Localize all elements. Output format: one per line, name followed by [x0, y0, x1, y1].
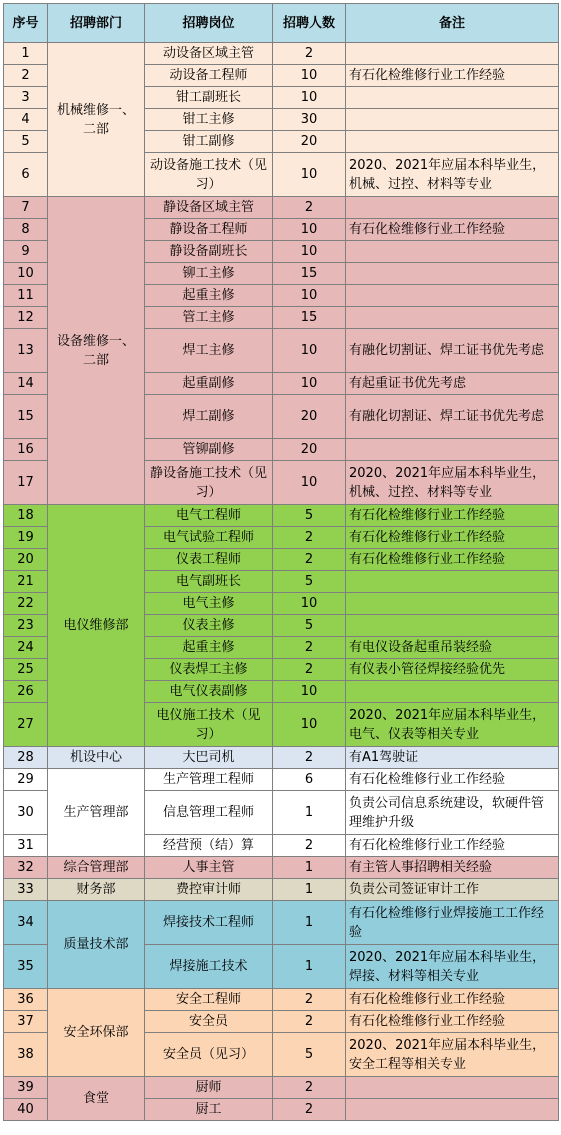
position-cell: 仪表焊工主修	[145, 659, 273, 681]
serial-cell: 16	[4, 439, 48, 461]
position-cell: 人事主管	[145, 857, 273, 879]
position-cell: 生产管理工程师	[145, 769, 273, 791]
position-cell: 安全员（见习）	[145, 1033, 273, 1077]
serial-cell: 4	[4, 109, 48, 131]
department-cell: 生产管理部	[48, 769, 145, 857]
remarks-cell	[346, 109, 559, 131]
serial-cell: 18	[4, 505, 48, 527]
remarks-cell	[346, 681, 559, 703]
headcount-cell: 2	[273, 747, 346, 769]
department-cell: 设备维修一、二部	[48, 197, 145, 505]
serial-cell: 24	[4, 637, 48, 659]
serial-cell: 6	[4, 153, 48, 197]
position-cell: 动设备施工技术（见习）	[145, 153, 273, 197]
table-row	[4, 879, 559, 901]
headcount-cell: 5	[273, 1033, 346, 1077]
remarks-cell: 负责公司信息系统建设，软硬件管理维护升级	[346, 791, 559, 835]
remarks-cell: 有A1驾驶证	[346, 747, 559, 769]
serial-cell: 31	[4, 835, 48, 857]
serial-cell: 8	[4, 219, 48, 241]
headcount-cell: 2	[273, 637, 346, 659]
remarks-cell: 有石化检维修行业工作经验	[346, 989, 559, 1011]
headcount-cell: 2	[273, 989, 346, 1011]
serial-cell: 27	[4, 703, 48, 747]
position-cell: 焊工副修	[145, 395, 273, 439]
header-department: 招聘部门	[48, 4, 145, 43]
position-cell: 静设备区域主管	[145, 197, 273, 219]
position-cell: 钳工副班长	[145, 87, 273, 109]
remarks-cell	[346, 197, 559, 219]
position-cell: 电气副班长	[145, 571, 273, 593]
remarks-cell	[346, 615, 559, 637]
serial-cell: 5	[4, 131, 48, 153]
remarks-cell: 有主管人事招聘相关经验	[346, 857, 559, 879]
remarks-cell: 2020、2021年应届本科毕业生，机械、过控、材料等专业	[346, 153, 559, 197]
position-cell: 大巴司机	[145, 747, 273, 769]
remarks-cell: 有石化检维修行业工作经验	[346, 505, 559, 527]
header-serial: 序号	[4, 4, 48, 43]
headcount-cell: 15	[273, 307, 346, 329]
headcount-cell: 10	[273, 373, 346, 395]
serial-cell: 1	[4, 43, 48, 65]
department-cell: 食堂	[48, 1077, 145, 1121]
remarks-cell	[346, 593, 559, 615]
headcount-cell: 1	[273, 791, 346, 835]
serial-cell: 36	[4, 989, 48, 1011]
serial-cell: 9	[4, 241, 48, 263]
remarks-cell	[346, 571, 559, 593]
table-row	[4, 901, 559, 945]
serial-cell: 37	[4, 1011, 48, 1033]
headcount-cell: 30	[273, 109, 346, 131]
remarks-cell	[346, 131, 559, 153]
headcount-cell: 20	[273, 131, 346, 153]
serial-cell: 22	[4, 593, 48, 615]
headcount-cell: 2	[273, 1077, 346, 1099]
serial-cell: 23	[4, 615, 48, 637]
table-row	[4, 989, 559, 1011]
position-cell: 管铆副修	[145, 439, 273, 461]
position-cell: 费控审计师	[145, 879, 273, 901]
serial-cell: 26	[4, 681, 48, 703]
position-cell: 静设备副班长	[145, 241, 273, 263]
serial-cell: 38	[4, 1033, 48, 1077]
position-cell: 仪表工程师	[145, 549, 273, 571]
header-position: 招聘岗位	[145, 4, 273, 43]
department-cell: 电仪维修部	[48, 505, 145, 747]
position-cell: 起重主修	[145, 285, 273, 307]
remarks-cell	[346, 285, 559, 307]
position-cell: 焊接施工技术	[145, 945, 273, 989]
remarks-cell	[346, 1099, 559, 1121]
serial-cell: 15	[4, 395, 48, 439]
remarks-cell	[346, 439, 559, 461]
headcount-cell: 10	[273, 703, 346, 747]
headcount-cell: 10	[273, 593, 346, 615]
serial-cell: 7	[4, 197, 48, 219]
serial-cell: 17	[4, 461, 48, 505]
department-cell: 财务部	[48, 879, 145, 901]
position-cell: 起重副修	[145, 373, 273, 395]
serial-cell: 33	[4, 879, 48, 901]
remarks-cell: 2020、2021年应届本科毕业生，焊接、材料等相关专业	[346, 945, 559, 989]
position-cell: 电气工程师	[145, 505, 273, 527]
table-row	[4, 505, 559, 527]
headcount-cell: 2	[273, 659, 346, 681]
position-cell: 电气主修	[145, 593, 273, 615]
remarks-cell	[346, 307, 559, 329]
remarks-cell: 负责公司签证审计工作	[346, 879, 559, 901]
serial-cell: 11	[4, 285, 48, 307]
position-cell: 安全工程师	[145, 989, 273, 1011]
table-body	[4, 43, 559, 1121]
headcount-cell: 2	[273, 835, 346, 857]
headcount-cell: 10	[273, 219, 346, 241]
headcount-cell: 6	[273, 769, 346, 791]
remarks-cell: 有石化检维修行业工作经验	[346, 1011, 559, 1033]
headcount-cell: 20	[273, 395, 346, 439]
headcount-cell: 5	[273, 615, 346, 637]
remarks-cell: 有石化检维修行业工作经验	[346, 527, 559, 549]
headcount-cell: 2	[273, 1011, 346, 1033]
table-row	[4, 1077, 559, 1099]
headcount-cell: 1	[273, 945, 346, 989]
position-cell: 焊接技术工程师	[145, 901, 273, 945]
remarks-cell: 有石化检维修行业工作经验	[346, 549, 559, 571]
position-cell: 厨师	[145, 1077, 273, 1099]
position-cell: 信息管理工程师	[145, 791, 273, 835]
position-cell: 钳工主修	[145, 109, 273, 131]
remarks-cell: 有石化检维修行业工作经验	[346, 835, 559, 857]
headcount-cell: 2	[273, 197, 346, 219]
serial-cell: 28	[4, 747, 48, 769]
serial-cell: 14	[4, 373, 48, 395]
serial-cell: 29	[4, 769, 48, 791]
position-cell: 经营预（结）算	[145, 835, 273, 857]
position-cell: 静设备工程师	[145, 219, 273, 241]
position-cell: 安全员	[145, 1011, 273, 1033]
headcount-cell: 2	[273, 43, 346, 65]
remarks-cell: 有石化检维修行业工作经验	[346, 65, 559, 87]
remarks-cell: 有融化切割证、焊工证书优先考虑	[346, 395, 559, 439]
remarks-cell	[346, 263, 559, 285]
table-row	[4, 43, 559, 65]
position-cell: 管工主修	[145, 307, 273, 329]
serial-cell: 32	[4, 857, 48, 879]
remarks-cell: 有仪表小管径焊接经验优先	[346, 659, 559, 681]
serial-cell: 21	[4, 571, 48, 593]
remarks-cell	[346, 241, 559, 263]
table-row	[4, 769, 559, 791]
position-cell: 钳工副修	[145, 131, 273, 153]
remarks-cell: 有石化检维修行业工作经验	[346, 769, 559, 791]
position-cell: 电气仪表副修	[145, 681, 273, 703]
position-cell: 电仪施工技术（见习）	[145, 703, 273, 747]
serial-cell: 30	[4, 791, 48, 835]
remarks-cell	[346, 43, 559, 65]
header-headcount: 招聘人数	[273, 4, 346, 43]
remarks-cell: 有起重证书优先考虑	[346, 373, 559, 395]
headcount-cell: 5	[273, 571, 346, 593]
position-cell: 电气试验工程师	[145, 527, 273, 549]
headcount-cell: 15	[273, 263, 346, 285]
serial-cell: 2	[4, 65, 48, 87]
remarks-cell: 有电仪设备起重吊装经验	[346, 637, 559, 659]
table-row	[4, 747, 559, 769]
headcount-cell: 10	[273, 153, 346, 197]
serial-cell: 13	[4, 329, 48, 373]
position-cell: 焊工主修	[145, 329, 273, 373]
headcount-cell: 1	[273, 879, 346, 901]
headcount-cell: 2	[273, 527, 346, 549]
headcount-cell: 10	[273, 87, 346, 109]
remarks-cell: 有融化切割证、焊工证书优先考虑	[346, 329, 559, 373]
headcount-cell: 10	[273, 681, 346, 703]
headcount-cell: 2	[273, 1099, 346, 1121]
serial-cell: 39	[4, 1077, 48, 1099]
headcount-cell: 10	[273, 241, 346, 263]
position-cell: 铆工主修	[145, 263, 273, 285]
position-cell: 动设备区域主管	[145, 43, 273, 65]
header-row	[4, 4, 559, 43]
position-cell: 厨工	[145, 1099, 273, 1121]
position-cell: 仪表主修	[145, 615, 273, 637]
remarks-cell: 2020、2021年应届本科毕业生，电气、仪表等相关专业	[346, 703, 559, 747]
remarks-cell	[346, 1077, 559, 1099]
department-cell: 质量技术部	[48, 901, 145, 989]
headcount-cell: 20	[273, 439, 346, 461]
remarks-cell: 有石化检维修行业焊接施工工作经验	[346, 901, 559, 945]
serial-cell: 34	[4, 901, 48, 945]
serial-cell: 25	[4, 659, 48, 681]
remarks-cell: 2020、2021年应届本科毕业生，机械、过控、材料等专业	[346, 461, 559, 505]
remarks-cell	[346, 87, 559, 109]
table-row	[4, 197, 559, 219]
department-cell: 综合管理部	[48, 857, 145, 879]
recruitment-table	[3, 3, 559, 1121]
serial-cell: 19	[4, 527, 48, 549]
headcount-cell: 5	[273, 505, 346, 527]
department-cell: 机械维修一、二部	[48, 43, 145, 197]
headcount-cell: 10	[273, 461, 346, 505]
headcount-cell: 1	[273, 901, 346, 945]
headcount-cell: 10	[273, 65, 346, 87]
serial-cell: 20	[4, 549, 48, 571]
remarks-cell: 2020、2021年应届本科毕业生，安全工程等相关专业	[346, 1033, 559, 1077]
headcount-cell: 10	[273, 285, 346, 307]
serial-cell: 40	[4, 1099, 48, 1121]
position-cell: 静设备施工技术（见习）	[145, 461, 273, 505]
header-remarks: 备注	[346, 4, 559, 43]
serial-cell: 35	[4, 945, 48, 989]
headcount-cell: 2	[273, 549, 346, 571]
headcount-cell: 1	[273, 857, 346, 879]
serial-cell: 3	[4, 87, 48, 109]
table-row	[4, 857, 559, 879]
serial-cell: 10	[4, 263, 48, 285]
department-cell: 安全环保部	[48, 989, 145, 1077]
position-cell: 动设备工程师	[145, 65, 273, 87]
position-cell: 起重主修	[145, 637, 273, 659]
serial-cell: 12	[4, 307, 48, 329]
department-cell: 机设中心	[48, 747, 145, 769]
remarks-cell: 有石化检维修行业工作经验	[346, 219, 559, 241]
headcount-cell: 10	[273, 329, 346, 373]
